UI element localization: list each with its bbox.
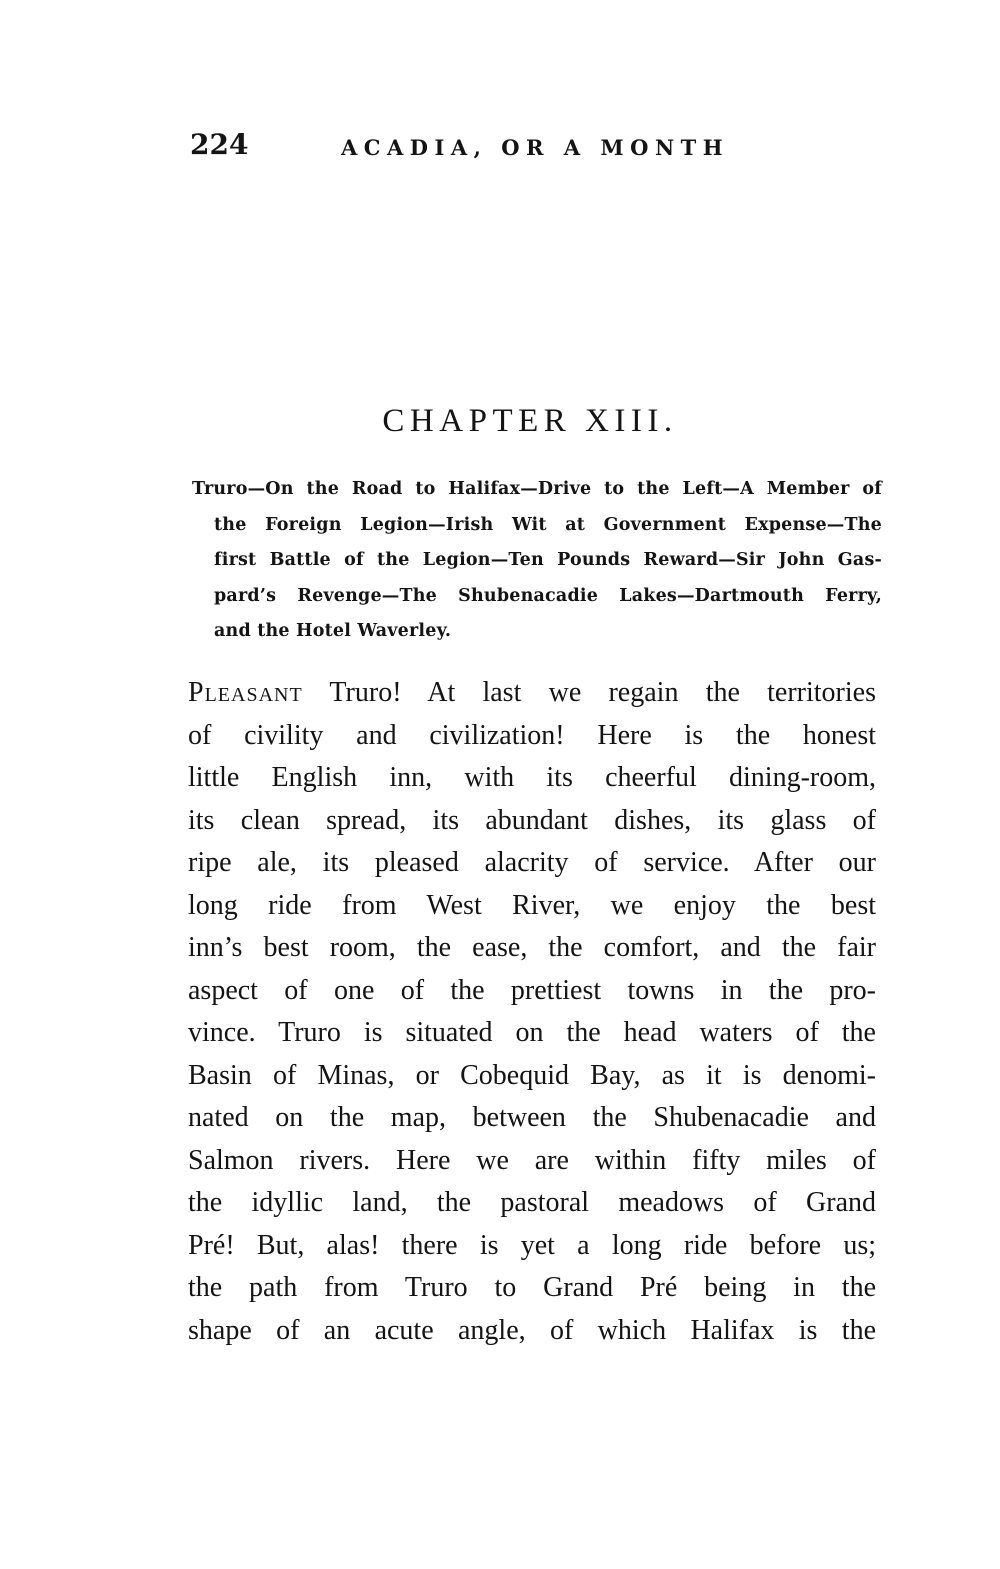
synopsis-line: the Foreign Legion—Irish Wit at Government Expense—The [214,514,882,535]
body-line [188,672,876,715]
body-line: aspect of one of the prettiest towns in the pro- [188,974,876,1006]
body-text [188,672,876,1352]
body-line: of civility and civilization! Here is the honest [188,719,876,751]
opening-small-caps: Pleasant [188,677,303,708]
body-line: Basin of Minas, or Cobequid Bay, as it is denomi- [188,1059,876,1091]
body-line: shape of an acute angle, of which Halifax is the [188,1314,876,1346]
synopsis-line: first Battle of the Legion—Ten Pounds Reward—Sir John Gas- [214,550,882,570]
page-number: 224 [190,128,249,161]
body-line: vince. Truro is situated on the head waters of the [188,1017,876,1048]
body-line: its clean spread, its abundant dishes, its glass of [188,804,876,836]
synopsis-line: pard’s Revenge—The Shubenacadie Lakes—Dartmouth Ferry, [214,585,882,606]
chapter-title: CHAPTER XIII. [382,403,678,439]
body-line: Salmon rivers. Here we are within fifty miles of [188,1144,876,1176]
opening-rest: Truro! At last we regain the territories [302,677,876,708]
synopsis-line: Truro—On the Road to Halifax—Drive to the Left—A Member of [192,479,882,499]
body-line: the idyllic land, the pastoral meadows of Grand [188,1187,876,1218]
body-line: ripe ale, its pleased alacrity of service. After our [188,847,876,878]
body-line: nated on the map, between the Shubenacadie and [188,1102,876,1133]
body-line: little English inn, with its cheerful dining-room, [188,762,876,793]
body-line: Pré! But, alas! there is yet a long ride before us; [188,1229,876,1261]
chapter-synopsis [192,472,882,650]
running-head: ACADIA, OR A MONTH [341,135,730,160]
body-line: long ride from West River, we enjoy the best [188,889,876,921]
body-line: the path from Truro to Grand Pré being in the [188,1272,876,1303]
synopsis-line: and the Hotel Waverley. [214,621,452,641]
body-line: inn’s best room, the ease, the comfort, and the fair [188,932,876,963]
